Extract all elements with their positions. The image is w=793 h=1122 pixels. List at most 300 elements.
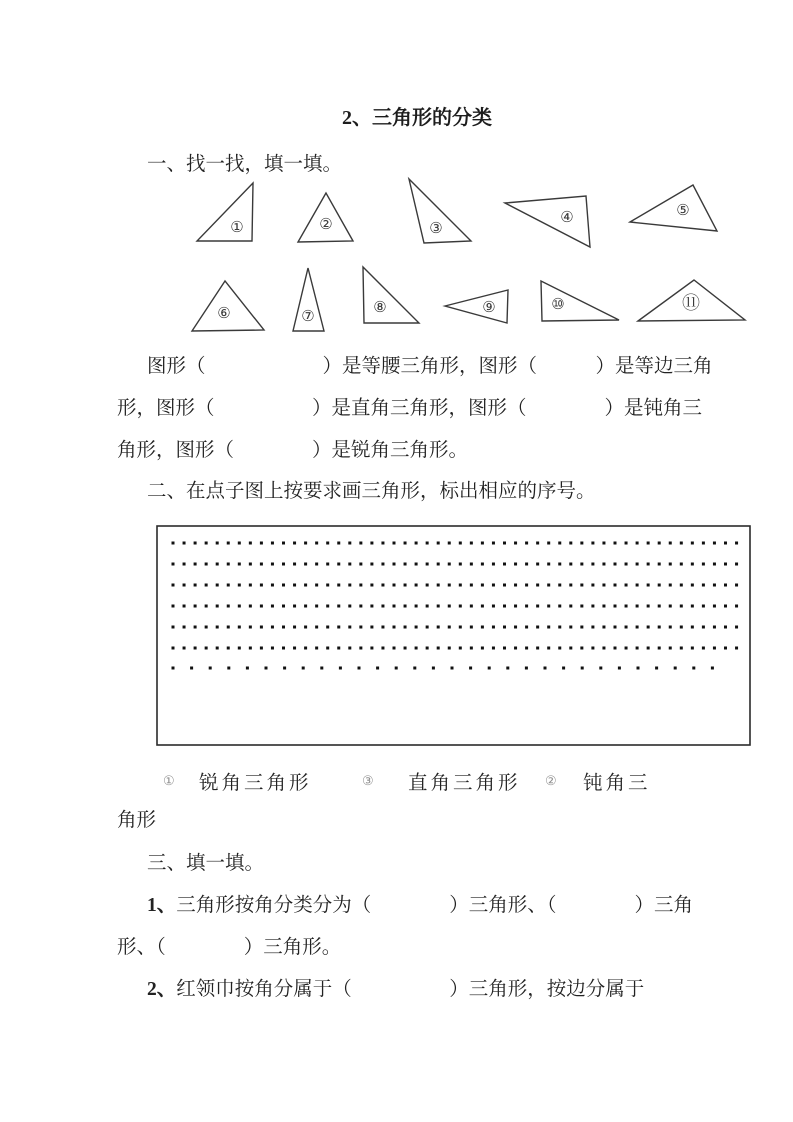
grid-dot: [183, 542, 186, 545]
grid-dot: [337, 647, 340, 650]
grid-dot: [393, 605, 396, 608]
grid-dot: [282, 605, 285, 608]
triangle-1-number: ①: [230, 220, 244, 236]
triangle-4-outline: [505, 196, 590, 247]
triangle-10-outline: [541, 281, 619, 321]
grid-dot: [348, 647, 351, 650]
grid-dot: [625, 542, 628, 545]
grid-dot: [724, 647, 727, 650]
grid-dot: [271, 584, 274, 587]
grid-dot: [370, 605, 373, 608]
grid-dot: [724, 626, 727, 629]
fill-blank-line-2: 形，图形（ ）是直角三角形，图形（ ）是钝角三: [117, 398, 703, 419]
grid-dot: [381, 647, 384, 650]
grid-dot: [580, 542, 583, 545]
grid-dot: [271, 563, 274, 566]
grid-dot: [492, 605, 495, 608]
grid-dot: [437, 605, 440, 608]
grid-dot: [625, 563, 628, 566]
grid-dot: [172, 542, 175, 545]
grid-dot: [194, 626, 197, 629]
grid-dot: [260, 542, 263, 545]
grid-dot: [525, 626, 528, 629]
grid-dot: [647, 584, 650, 587]
grid-dot: [481, 647, 484, 650]
grid-dot: [448, 626, 451, 629]
grid-dot: [227, 667, 230, 670]
grid-dot: [293, 542, 296, 545]
triangle-1-outline: [197, 183, 253, 241]
grid-dot: [591, 626, 594, 629]
grid-dot: [625, 626, 628, 629]
grid-dot: [337, 626, 340, 629]
grid-dot: [282, 563, 285, 566]
grid-dot: [636, 563, 639, 566]
triangle-4-number: ④: [560, 210, 574, 226]
grid-dot: [680, 584, 683, 587]
grid-dot: [426, 626, 429, 629]
grid-dot: [691, 626, 694, 629]
grid-dot: [669, 542, 672, 545]
grid-dot: [348, 584, 351, 587]
dot-grid-box: [157, 526, 750, 745]
grid-dot: [370, 584, 373, 587]
grid-dot: [713, 605, 716, 608]
grid-dot: [315, 605, 318, 608]
grid-dot: [525, 667, 528, 670]
grid-dot: [249, 605, 252, 608]
grid-dot: [658, 563, 661, 566]
grid-dot: [735, 563, 738, 566]
grid-dot: [370, 542, 373, 545]
grid-dot: [724, 542, 727, 545]
grid-dot: [636, 542, 639, 545]
grid-dot: [470, 626, 473, 629]
grid-dot: [580, 647, 583, 650]
grid-dot: [580, 605, 583, 608]
grid-dot: [536, 626, 539, 629]
grid-dot: [558, 542, 561, 545]
grid-dot: [599, 667, 602, 670]
grid-dot: [503, 647, 506, 650]
triangle-9-number: ⑨: [482, 300, 496, 316]
grid-dot: [260, 626, 263, 629]
grid-dot: [393, 542, 396, 545]
grid-dot: [569, 626, 572, 629]
grid-dot: [680, 563, 683, 566]
grid-dot: [614, 542, 617, 545]
grid-dot: [315, 542, 318, 545]
grid-dot: [514, 584, 517, 587]
grid-dot: [503, 563, 506, 566]
grid-dot: [404, 542, 407, 545]
grid-dot: [359, 542, 362, 545]
triangle-3-number: ③: [429, 221, 443, 237]
triangle-8-number: ⑧: [373, 300, 387, 316]
grid-dot: [238, 647, 241, 650]
page-title: 2、三角形的分类: [342, 107, 492, 129]
grid-dot: [172, 584, 175, 587]
grid-dot: [205, 584, 208, 587]
question-1-line-2: [117, 937, 341, 959]
grid-dot: [404, 584, 407, 587]
grid-dot: [315, 647, 318, 650]
grid-dot: [216, 626, 219, 629]
grid-dot: [735, 626, 738, 629]
grid-dot: [194, 563, 197, 566]
grid-dot: [293, 563, 296, 566]
grid-dot: [658, 605, 661, 608]
grid-dot: [544, 667, 547, 670]
grid-dot: [680, 647, 683, 650]
grid-dot: [437, 563, 440, 566]
grid-dot: [249, 647, 252, 650]
grid-dot: [216, 563, 219, 566]
grid-dot: [448, 647, 451, 650]
grid-dot: [713, 542, 716, 545]
grid-dot: [702, 542, 705, 545]
grid-dot: [304, 563, 307, 566]
grid-dot: [451, 667, 454, 670]
grid-dot: [376, 667, 379, 670]
grid-dot: [547, 626, 550, 629]
grid-dot: [713, 626, 716, 629]
grid-dot: [724, 563, 727, 566]
grid-dot: [337, 542, 340, 545]
triangle-5-number: ⑤: [676, 203, 690, 219]
grid-dot: [293, 647, 296, 650]
grid-dot: [238, 626, 241, 629]
grid-dot: [381, 584, 384, 587]
grid-dot: [470, 647, 473, 650]
grid-dot: [625, 647, 628, 650]
grid-dot: [691, 563, 694, 566]
grid-dot: [591, 542, 594, 545]
grid-dot: [381, 605, 384, 608]
grid-dot: [437, 584, 440, 587]
grid-dot: [271, 626, 274, 629]
grid-dot: [536, 563, 539, 566]
grid-dot: [614, 626, 617, 629]
grid-dot: [558, 626, 561, 629]
grid-dot: [674, 667, 677, 670]
grid-dot: [602, 647, 605, 650]
grid-dot: [381, 626, 384, 629]
grid-dot: [470, 563, 473, 566]
grid-dot: [562, 667, 565, 670]
grid-dot: [558, 584, 561, 587]
fill-blank-line-1: 图形（ ）是等腰三角形，图形（ ）是等边三角: [147, 356, 713, 377]
grid-dot: [304, 584, 307, 587]
grid-dot: [395, 667, 398, 670]
grid-dot: [614, 605, 617, 608]
grid-dot: [205, 563, 208, 566]
grid-dot: [293, 626, 296, 629]
triangle-6-outline: [192, 281, 264, 331]
grid-dot: [680, 605, 683, 608]
grid-dot: [348, 563, 351, 566]
grid-dot: [216, 647, 219, 650]
grid-dot: [470, 605, 473, 608]
grid-dot: [437, 626, 440, 629]
triangle-6-number: ⑥: [217, 306, 231, 322]
grid-dot: [602, 605, 605, 608]
grid-dot: [426, 584, 429, 587]
grid-dot: [470, 584, 473, 587]
triangle-2-outline: [298, 193, 353, 242]
grid-dot: [426, 542, 429, 545]
grid-dot: [503, 626, 506, 629]
triangle-7-number: ⑦: [301, 309, 315, 325]
grid-dot: [415, 542, 418, 545]
grid-dot: [172, 563, 175, 566]
grid-dot: [249, 584, 252, 587]
grid-dot: [381, 563, 384, 566]
grid-dot: [437, 647, 440, 650]
grid-dot: [602, 563, 605, 566]
grid-dot: [636, 626, 639, 629]
grid-dot: [581, 667, 584, 670]
grid-dot: [359, 584, 362, 587]
grid-dot: [481, 542, 484, 545]
grid-dot: [459, 626, 462, 629]
grid-dot: [359, 563, 362, 566]
grid-dot: [413, 667, 416, 670]
grid-dot: [249, 626, 252, 629]
grid-dot: [227, 542, 230, 545]
grid-dot: [637, 667, 640, 670]
grid-dot: [481, 605, 484, 608]
grid-dot: [481, 584, 484, 587]
grid-dot: [492, 647, 495, 650]
grid-dot: [370, 563, 373, 566]
grid-dot: [669, 605, 672, 608]
grid-dot: [602, 542, 605, 545]
grid-dot: [525, 563, 528, 566]
grid-dot: [591, 584, 594, 587]
grid-dot: [702, 626, 705, 629]
grid-dot: [503, 584, 506, 587]
grid-dot: [249, 542, 252, 545]
grid-dot: [580, 563, 583, 566]
grid-dot: [415, 563, 418, 566]
grid-dot: [315, 563, 318, 566]
grid-dot: [614, 563, 617, 566]
grid-dot: [618, 667, 621, 670]
grid-dot: [415, 605, 418, 608]
grid-dot: [227, 647, 230, 650]
grid-dot: [558, 605, 561, 608]
grid-dot: [459, 542, 462, 545]
triangle-3-outline: [409, 179, 471, 243]
legend-acute-number: ①: [163, 773, 175, 788]
grid-dot: [492, 563, 495, 566]
grid-dot: [426, 647, 429, 650]
grid-dot: [260, 563, 263, 566]
grid-dot: [315, 626, 318, 629]
triangle-5-outline: [630, 185, 717, 231]
grid-dot: [547, 605, 550, 608]
grid-dot: [692, 667, 695, 670]
grid-dot: [238, 542, 241, 545]
grid-dot: [459, 647, 462, 650]
grid-dot: [238, 563, 241, 566]
grid-dot: [702, 584, 705, 587]
grid-dot: [304, 605, 307, 608]
grid-dot: [359, 647, 362, 650]
grid-dot: [503, 605, 506, 608]
grid-dot: [602, 584, 605, 587]
section2-heading: 二、在点子图上按要求画三角形，标出相应的序号。: [147, 481, 596, 502]
legend-right-number: ③: [362, 773, 374, 788]
grid-dot: [393, 626, 396, 629]
grid-dot: [647, 647, 650, 650]
grid-dot: [514, 605, 517, 608]
grid-dot: [282, 542, 285, 545]
grid-dot: [271, 542, 274, 545]
grid-dot: [514, 542, 517, 545]
grid-dot: [702, 605, 705, 608]
grid-dot: [265, 667, 268, 670]
grid-dot: [691, 605, 694, 608]
grid-dot: [658, 542, 661, 545]
grid-dot: [711, 667, 714, 670]
grid-dot: [183, 647, 186, 650]
grid-dot: [658, 626, 661, 629]
grid-dot: [216, 605, 219, 608]
grid-dot: [569, 605, 572, 608]
grid-dot: [172, 605, 175, 608]
grid-dot: [205, 626, 208, 629]
grid-dot: [602, 626, 605, 629]
grid-dot: [246, 667, 249, 670]
grid-dot: [315, 584, 318, 587]
grid-dot: [432, 667, 435, 670]
grid-dot: [636, 584, 639, 587]
grid-dot: [536, 542, 539, 545]
grid-dot: [282, 647, 285, 650]
grid-dot: [536, 647, 539, 650]
grid-dot: [448, 584, 451, 587]
grid-dot: [525, 542, 528, 545]
grid-dot: [713, 584, 716, 587]
grid-dot: [302, 667, 305, 670]
grid-dot: [283, 667, 286, 670]
grid-dot: [691, 584, 694, 587]
grid-dot: [271, 605, 274, 608]
legend-obtuse-label-wrap: 角形: [117, 810, 157, 831]
grid-dot: [569, 647, 572, 650]
grid-dot: [713, 647, 716, 650]
grid-dot: [348, 605, 351, 608]
grid-dot: [669, 647, 672, 650]
grid-dot: [724, 584, 727, 587]
grid-dot: [691, 542, 694, 545]
grid-dot: [348, 626, 351, 629]
grid-dot: [580, 584, 583, 587]
grid-dot: [194, 542, 197, 545]
grid-dot: [194, 584, 197, 587]
grid-dot: [205, 605, 208, 608]
grid-dot: [492, 626, 495, 629]
grid-dot: [194, 647, 197, 650]
legend-obtuse-number: ②: [545, 773, 557, 788]
grid-dot: [569, 542, 572, 545]
grid-dot: [448, 605, 451, 608]
grid-dot: [260, 605, 263, 608]
grid-dot: [569, 584, 572, 587]
grid-dot: [525, 605, 528, 608]
triangle-8-outline: [363, 267, 419, 323]
grid-dot: [735, 647, 738, 650]
grid-dot: [558, 647, 561, 650]
grid-dot: [569, 563, 572, 566]
grid-dot: [525, 584, 528, 587]
grid-dot: [404, 626, 407, 629]
grid-dot: [282, 626, 285, 629]
grid-dot: [359, 626, 362, 629]
grid-dot: [547, 584, 550, 587]
grid-dot: [437, 542, 440, 545]
grid-dot: [547, 647, 550, 650]
grid-dot: [320, 667, 323, 670]
grid-dot: [337, 584, 340, 587]
grid-dot: [614, 584, 617, 587]
grid-dot: [525, 647, 528, 650]
grid-dot: [216, 584, 219, 587]
legend-right-label: 直角三角形: [408, 773, 521, 794]
grid-dot: [339, 667, 342, 670]
grid-dot: [647, 542, 650, 545]
grid-dot: [702, 563, 705, 566]
grid-dot: [393, 563, 396, 566]
grid-dot: [680, 626, 683, 629]
grid-dot: [669, 626, 672, 629]
grid-dot: [655, 667, 658, 670]
grid-dot: [209, 667, 212, 670]
grid-dot: [680, 542, 683, 545]
grid-dot: [337, 605, 340, 608]
grid-dot: [735, 542, 738, 545]
grid-dot: [591, 647, 594, 650]
section1-heading: 一、找一找，填一填。: [147, 154, 343, 175]
grid-dot: [227, 584, 230, 587]
grid-dot: [558, 563, 561, 566]
grid-dot: [481, 626, 484, 629]
grid-dot: [293, 605, 296, 608]
grid-dot: [691, 647, 694, 650]
grid-dot: [271, 647, 274, 650]
grid-dot: [205, 647, 208, 650]
grid-dot: [326, 563, 329, 566]
grid-dot: [381, 542, 384, 545]
grid-dot: [702, 647, 705, 650]
grid-dot: [415, 626, 418, 629]
legend-acute-label: 锐角三角形: [199, 773, 312, 794]
grid-dot: [348, 542, 351, 545]
grid-dot: [658, 584, 661, 587]
grid-dot: [172, 667, 175, 670]
grid-dot: [183, 563, 186, 566]
grid-dot: [415, 584, 418, 587]
grid-dot: [591, 605, 594, 608]
grid-dot: [304, 647, 307, 650]
grid-dot: [172, 626, 175, 629]
grid-dot: [448, 542, 451, 545]
grid-dot: [359, 605, 362, 608]
grid-dot: [326, 647, 329, 650]
triangle-11-outline: [638, 280, 745, 321]
